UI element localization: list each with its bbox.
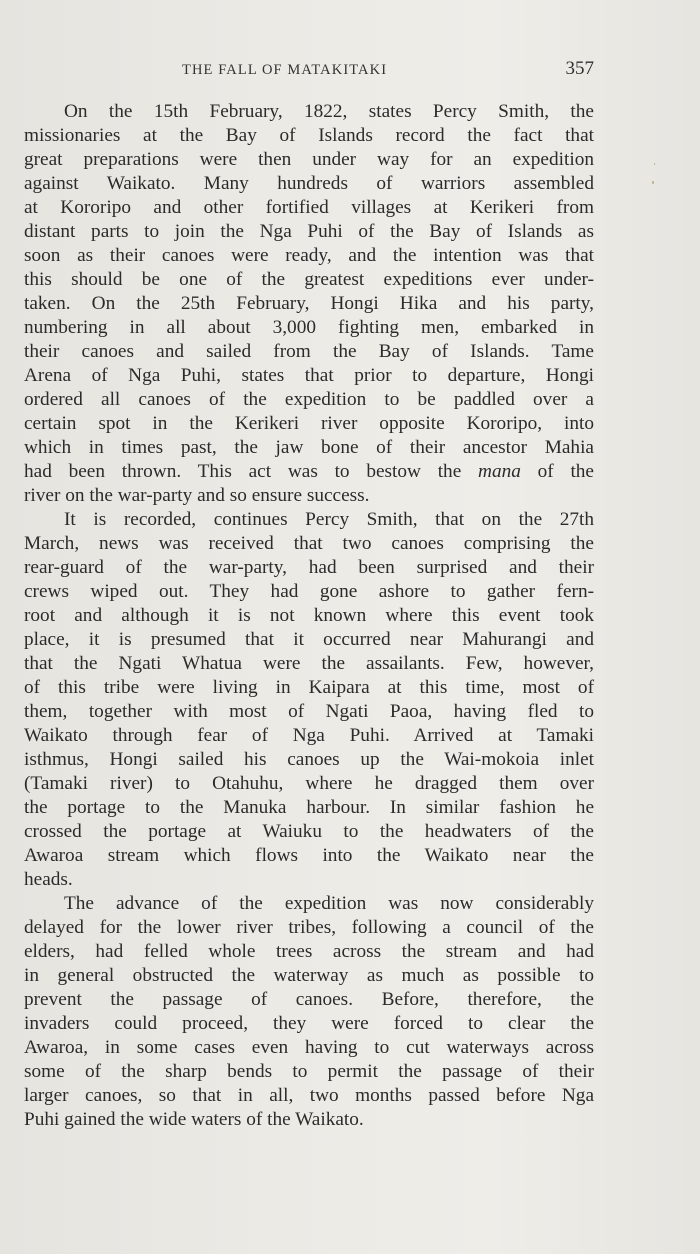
text-line: Awaroa stream which flows into the Waikato near the [24, 845, 594, 866]
page-number: 357 [565, 58, 594, 79]
text-line: in general obstructed the waterway as much as possible to [24, 965, 594, 986]
text-line: root and although it is not known where this event took [24, 605, 594, 626]
text-line: It is recorded, continues Percy Smith, that on the 27th [64, 509, 594, 530]
text-line: crews wiped out. They had gone ashore to gather fern- [24, 581, 594, 602]
text-line: distant parts to join the Nga Puhi of the Bay of Islands as [24, 221, 594, 242]
text-line: Awaroa, in some cases even having to cut waterways across [24, 1037, 594, 1058]
text-line: certain spot in the Kerikeri river opposite Kororipo, into [24, 413, 594, 434]
paper-speck [652, 181, 654, 184]
text-line: Arena of Nga Puhi, states that prior to departure, Hongi [24, 365, 594, 386]
text-line: against Waikato. Many hundreds of warriors assembled [24, 173, 594, 194]
text-line: taken. On the 25th February, Hongi Hika and his party, [24, 293, 594, 314]
text-segment: had been thrown. This act was to bestow the [24, 461, 479, 482]
running-title: THE FALL OF MATAKITAKI [182, 62, 388, 78]
text-line: rear-guard of the war-party, had been surprised and their [24, 557, 594, 578]
body-text [24, 100, 594, 1132]
text-line: elders, had felled whole trees across the stream and had [24, 941, 594, 962]
text-line: delayed for the lower river tribes, following a council of the [24, 917, 594, 938]
text-line: larger canoes, so that in all, two months passed before Nga [24, 1085, 594, 1106]
text-line: ordered all canoes of the expedition to be paddled over a [24, 389, 594, 410]
text-line: (Tamaki river) to Otahuhu, where he dragged them over [24, 773, 594, 794]
text-line: Puhi gained the wide waters of the Waikato. [24, 1109, 364, 1130]
text-line: that the Ngati Whatua were the assailants. Few, however, [24, 653, 594, 674]
text-line: March, news was received that two canoes comprising the [24, 533, 594, 554]
text-line: heads. [24, 869, 73, 890]
text-line: at Kororipo and other fortified villages at Kerikeri from [24, 197, 594, 218]
text-line: some of the sharp bends to permit the passage of their [24, 1061, 594, 1082]
text-line: invaders could proceed, they were forced to clear the [24, 1013, 594, 1034]
text-line: river on the war-party and so ensure success. [24, 485, 370, 506]
text-line: of this tribe were living in Kaipara at this time, most of [24, 677, 594, 698]
text-line: place, it is presumed that it occurred near Mahurangi and [24, 629, 594, 650]
running-head [24, 58, 594, 84]
text-line: crossed the portage at Waiuku to the headwaters of the [24, 821, 594, 842]
text-line: On the 15th February, 1822, states Percy Smith, the [64, 101, 594, 122]
italic-word: mana [478, 461, 521, 482]
text-line: which in times past, the jaw bone of their ancestor Mahia [24, 437, 594, 458]
text-line: them, together with most of Ngati Paoa, having fled to [24, 701, 594, 722]
text-line: prevent the passage of canoes. Before, therefore, the [24, 989, 594, 1010]
text-line: numbering in all about 3,000 fighting men, embarked in [24, 317, 594, 338]
text-line: soon as their canoes were ready, and the intention was that [24, 245, 594, 266]
text-line: great preparations were then under way for an expedition [24, 149, 594, 170]
text-line: isthmus, Hongi sailed his canoes up the Wai-mokoia inlet [24, 749, 594, 770]
text-line: Waikato through fear of Nga Puhi. Arrived at Tamaki [24, 725, 594, 746]
text-line: The advance of the expedition was now considerably [64, 893, 594, 914]
text-line: this should be one of the greatest expeditions ever under- [24, 269, 594, 290]
text-segment: of the [520, 461, 594, 482]
text-line: missionaries at the Bay of Islands record the fact that [24, 125, 594, 146]
text-line: their canoes and sailed from the Bay of Islands. Tame [24, 341, 594, 362]
text-line: the portage to the Manuka harbour. In similar fashion he [24, 797, 594, 818]
text-line-with-italic [24, 460, 594, 484]
paper-speck [654, 163, 655, 165]
